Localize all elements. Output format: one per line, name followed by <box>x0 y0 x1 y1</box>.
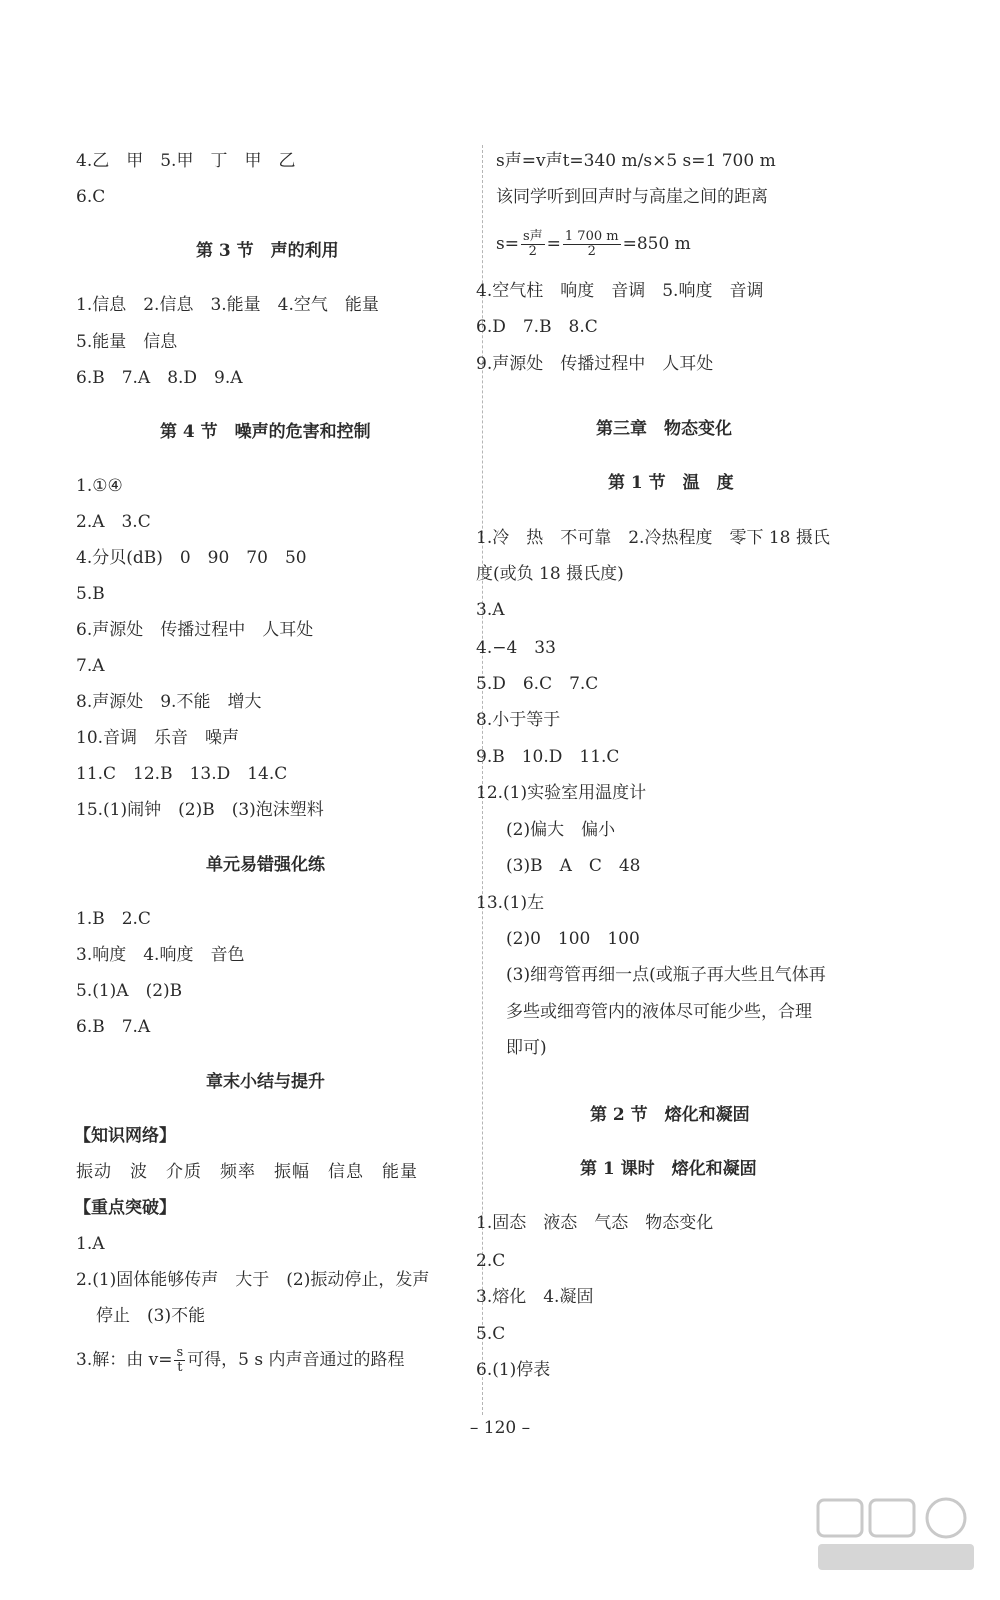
fraction-numerator: s声 <box>522 229 543 244</box>
section-heading: 章末小结与提升 <box>206 1072 325 1092</box>
answer-line: (3)细弯管再细一点(或瓶子再大些且气体再 <box>506 965 826 985</box>
fraction-denominator: 2 <box>528 244 537 259</box>
answer-line: 即可) <box>506 1038 547 1058</box>
answer-line: 该同学听到回声时与高崖之间的距离 <box>496 187 768 207</box>
answer-line: 9.声源处 传播过程中 人耳处 <box>476 354 714 374</box>
answer-line: 6.C <box>76 187 106 207</box>
answer-line: 4.分贝(dB) 0 90 70 50 <box>76 548 307 568</box>
answer-line: 1.信息 2.信息 3.能量 4.空气 能量 <box>76 295 379 315</box>
answer-line: 4.乙 甲 5.甲 丁 甲 乙 <box>76 151 296 171</box>
answer-line: 8.声源处 9.不能 增大 <box>76 692 262 712</box>
section-heading: 第 2 节 熔化和凝固 <box>590 1105 750 1125</box>
chapter-heading: 第三章 物态变化 <box>596 419 732 439</box>
answer-line: 6.B 7.A <box>76 1017 151 1037</box>
formula-text: s= <box>496 234 519 254</box>
answer-line: 1.A <box>76 1234 105 1254</box>
answer-line: 9.B 10.D 11.C <box>476 747 620 767</box>
fraction-numerator: 1 700 m <box>564 229 619 244</box>
fraction-denominator: 2 <box>587 244 596 259</box>
watermark-logo <box>816 1496 976 1574</box>
answer-line: 6.D 7.B 8.C <box>476 317 598 337</box>
fraction <box>174 1346 185 1375</box>
subsection-label: 【重点突破】 <box>74 1198 176 1218</box>
answer-line: 1.固态 液态 气态 物态变化 <box>476 1213 714 1233</box>
answer-line: (3)B A C 48 <box>506 856 641 876</box>
section-heading: 第 4 节 噪声的危害和控制 <box>160 422 371 442</box>
answer-line: (2)偏大 偏小 <box>506 820 616 840</box>
answer-line: 6.(1)停表 <box>476 1360 551 1380</box>
answer-line: 5.能量 信息 <box>76 332 178 352</box>
fraction <box>521 230 545 259</box>
answer-line: 8.小于等于 <box>476 710 561 730</box>
fraction-numerator: s <box>176 1345 184 1360</box>
answer-line: 10.音调 乐音 噪声 <box>76 728 240 748</box>
answer-line: 5.B <box>76 584 105 604</box>
subsection-label: 【知识网络】 <box>74 1126 176 1146</box>
answer-line: 1.B 2.C <box>76 909 151 929</box>
section-heading: 单元易错强化练 <box>206 855 325 875</box>
formula-text: 3.解：由 v= <box>76 1350 173 1370</box>
answer-line: 7.A <box>76 656 105 676</box>
answer-line: 4.空气柱 响度 音调 5.响度 音调 <box>476 281 764 301</box>
fraction-denominator: t <box>177 1360 183 1375</box>
answer-line: 15.(1)闹钟 (2)B (3)泡沫塑料 <box>76 800 324 820</box>
answer-line-formula <box>76 1346 405 1375</box>
answer-line-formula <box>496 230 691 259</box>
answer-line: 5.C <box>476 1324 506 1344</box>
formula-text: 可得，5 s 内声音通过的路程 <box>187 1350 405 1370</box>
answer-line: 4.−4 33 <box>476 638 556 658</box>
answer-line: 11.C 12.B 13.D 14.C <box>76 764 288 784</box>
answer-line: 3.响度 4.响度 音色 <box>76 945 245 965</box>
formula-text: =850 m <box>622 234 691 254</box>
answer-line: 2.C <box>476 1251 506 1271</box>
answer-line: 5.(1)A (2)B <box>76 981 183 1001</box>
answer-line: 1.冷 热 不可靠 2.冷热程度 零下 18 摄氏 <box>476 528 830 548</box>
page-number: – 120 – <box>469 1418 531 1438</box>
answer-line: 2.A 3.C <box>76 512 151 532</box>
answer-line: 5.D 6.C 7.C <box>476 674 599 694</box>
answer-line: 停止 (3)不能 <box>96 1306 206 1326</box>
fraction <box>563 230 621 259</box>
answer-line: 度(或负 18 摄氏度) <box>476 564 624 584</box>
formula-text: = <box>546 234 561 254</box>
answer-line: 3.熔化 4.凝固 <box>476 1287 594 1307</box>
section-heading: 第 1 节 温 度 <box>608 473 734 493</box>
section-heading: 第 3 节 声的利用 <box>196 241 339 261</box>
answer-line: 6.声源处 传播过程中 人耳处 <box>76 620 314 640</box>
formula-line: s声=v声t=340 m/s×5 s=1 700 m <box>496 151 776 171</box>
lesson-heading: 第 1 课时 熔化和凝固 <box>580 1159 757 1179</box>
answer-line: 3.A <box>476 600 505 620</box>
answer-line: (2)0 100 100 <box>506 929 640 949</box>
answer-line: 振动 波 介质 频率 振幅 信息 能量 <box>76 1162 418 1182</box>
answer-line: 2.(1)固体能够传声 大于 (2)振动停止，发声 <box>76 1270 430 1290</box>
answer-line: 1.①④ <box>76 476 123 496</box>
answer-line: 多些或细弯管内的液体尽可能少些，合理 <box>506 1002 812 1022</box>
answer-line: 12.(1)实验室用温度计 <box>476 783 647 803</box>
answer-line: 13.(1)左 <box>476 893 545 913</box>
answer-line: 6.B 7.A 8.D 9.A <box>76 368 243 388</box>
